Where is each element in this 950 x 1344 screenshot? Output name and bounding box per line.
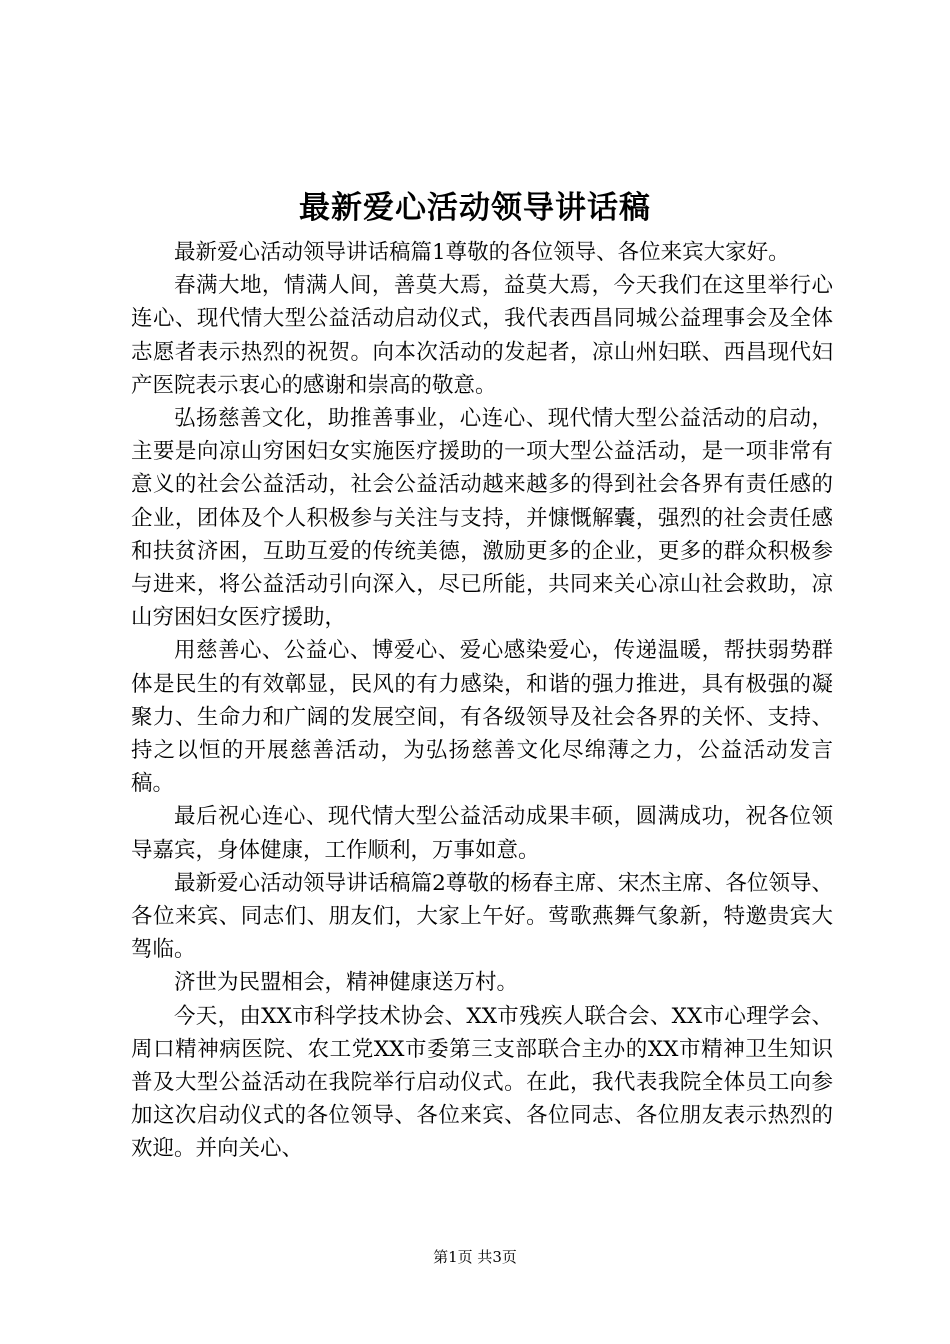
paragraph: 春满大地，情满人间，善莫大焉，益莫大焉，今天我们在这里举行心连心、现代情大型公益活动启动仪式，我代表西昌同城公益理事会及全体志愿者表示热烈的祝贺。向本次活动的发起者，凉山州妇联、西昌现代妇产医院表示衷心的感谢和崇高的敬意。 [131,273,833,398]
paragraph: 最新爱心活动领导讲话稿篇1尊敬的各位领导、各位来宾大家好。 [174,240,790,265]
document-body [131,236,833,1166]
paragraph: 今天，由XX市科学技术协会、XX市残疾人联合会、XX市心理学会、周口精神病医院、农工党XX市委第三支部联合主办的XX市精神卫生知识普及大型公益活动在我院举行启动仪式。在此，我代表我院全体员工向参加这次启动仪式的各位领导、各位来宾、各位同志、各位朋友表示热烈的欢迎。并向关心、 [131,1003,833,1162]
paragraph: 最新爱心活动领导讲话稿篇2尊敬的杨春主席、宋杰主席、各位领导、各位来宾、同志们、朋友们，大家上午好。莺歌燕舞气象新，特邀贵宾大驾临。 [131,870,833,963]
paragraph: 弘扬慈善文化，助推善事业，心连心、现代情大型公益活动的启动，主要是向凉山穷困妇女实施医疗援助的一项大型公益活动，是一项非常有意义的社会公益活动，社会公益活动越来越多的得到社会各界有责任感的企业，团体及个人积极参与关注与支持，并慷慨解囊，强烈的社会责任感和扶贫济困，互助互爱的传统美德，激励更多的企业，更多的群众积极参与进来，将公益活动引向深入，尽已所能，共同来关心凉山社会救助，凉山穷困妇女医疗援助， [131,406,833,631]
page-title: 最新爱心活动领导讲话稿 [299,190,651,226]
paragraph: 用慈善心、公益心、博爱心、爱心感染爱心，传递温暖，帮扶弱势群体是民生的有效鄣显，民风的有力感染，和谐的强力推进，具有极强的凝聚力、生命力和广阔的发展空间，有各级领导及社会各界的关怀、支持、持之以恒的开展慈善活动，为弘扬慈善文化尽绵薄之力，公益活动发言稿。 [131,638,833,797]
paragraph: 最后祝心连心、现代情大型公益活动成果丰硕，圆满成功，祝各位领导嘉宾，身体健康，工作顺利，万事如意。 [131,804,833,863]
paragraph: 济世为民盟相会，精神健康送万村。 [174,970,519,996]
page-number-footer: 第1页 共3页 [433,1248,517,1266]
